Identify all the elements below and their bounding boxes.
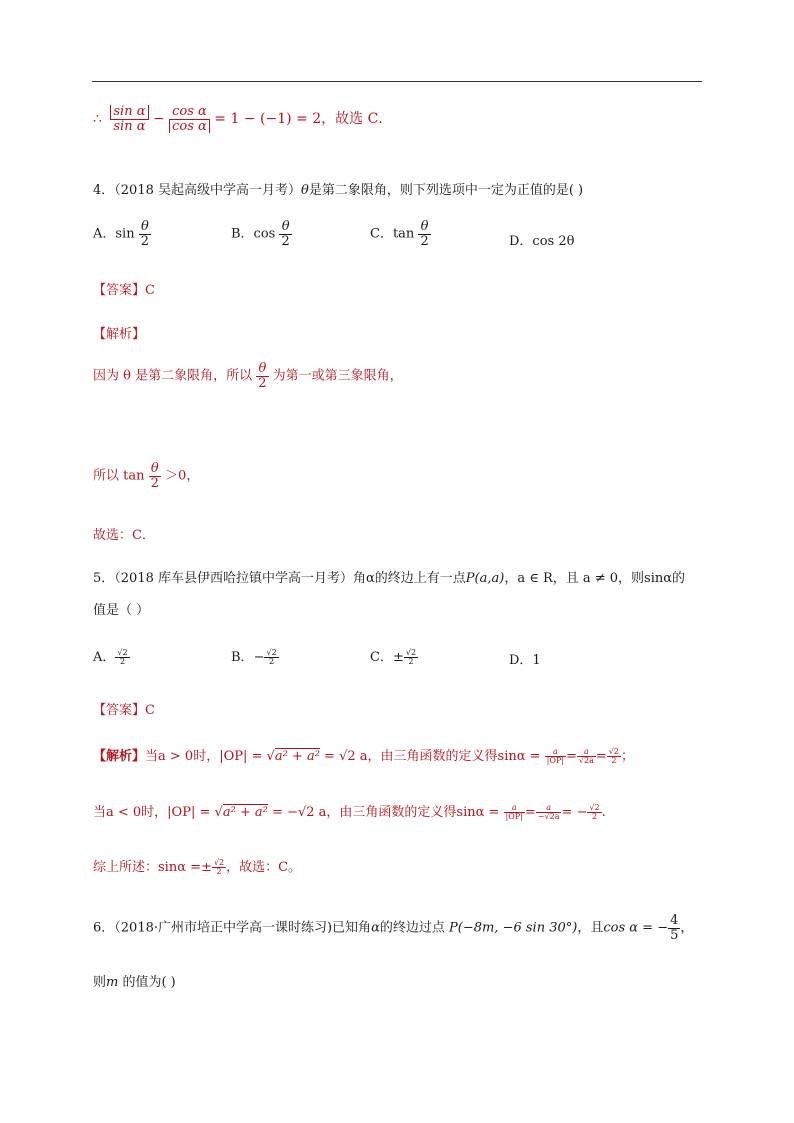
question-5-answer: 【答案】C — [93, 703, 155, 718]
question-5-option-a: A． $\frac{√2}{2}$ — [93, 647, 128, 666]
question-5-summary: 综上所述：sinα =± $\frac{√2}{2}$ ，故选：C。 — [93, 857, 302, 876]
question-4-option-d: D．cos 2θ — [509, 234, 575, 249]
question-6-stem-line-2: 则m 的值为( ) — [93, 975, 176, 990]
question-4-option-a: A．sin $\frac{\theta}{2}$ — [93, 219, 150, 249]
question-5-option-c: C．± $\frac{√2}{2}$ — [370, 647, 417, 666]
therefore-symbol: ∴ — [93, 111, 102, 128]
header-rule — [92, 81, 702, 82]
question-4-analysis-line-1: 因为 θ 是第二象限角，所以 $\frac{\theta}{2}$ 为第一或第三象限角， — [93, 361, 403, 391]
question-4-option-c: C．tan $\frac{\theta}{2}$ — [370, 219, 429, 249]
question-4-answer: 【答案】C — [93, 283, 155, 298]
question-4-analysis-title: 【解析】 — [93, 327, 146, 342]
fraction-sin: $\frac{\text{sin α}}{\text{sin α}}$ — [110, 105, 148, 133]
question-5-option-d: D．1 — [509, 653, 541, 668]
question-6-stem: 6．（2018·广州市培正中学高一课时练习)已知角α的终边过点 P(−8m, −6 sin 30°)，且cos α = − $\frac{4}{5}$ ， — [93, 913, 694, 943]
question-5-option-b: B．− $\frac{√2}{2}$ — [231, 647, 277, 666]
question-5-analysis-line-1: 【解析】当a > 0时，|OP| = √a² + a² = √2 a，由三角函数的定义得sinα = $\frac{a}{|OP|}$ = $\frac{a}{√2a}$ = $\frac{√2}{2}$ ； — [93, 746, 634, 765]
question-4-stem: 4．（2018 吴起高级中学高一月考）θ是第二象限角，则下列选项中一定为正值的是( ) — [93, 183, 584, 198]
fraction-cos: $\frac{\text{cos α}}{\text{cos α}}$ — [169, 105, 210, 133]
question-5-stem-line-2: 值是（ ） — [93, 603, 150, 618]
question-5-stem: 5．（2018 库车县伊西哈拉镇中学高一月考）角α的终边上有一点P(a,a)，a ∈ R，且 a ≠ 0，则sinα的 — [93, 571, 686, 586]
question-4-analysis-line-2: 所以 tan $\frac{\theta}{2}$ ＞0， — [93, 461, 200, 491]
question-4-option-b: B．cos $\frac{\theta}{2}$ — [231, 219, 290, 249]
question-5-analysis-line-2: 当a < 0时，|OP| = √a² + a² = −√2 a，由三角函数的定义得sinα = $\frac{a}{|OP|}$ = $\frac{a}{-√2a}$ = − $\frac{√2}{2}$ . — [93, 802, 606, 821]
solution-conclusion-line: ∴ $\frac{\text{sin α}}{\text{sin α}}$ − $\frac{\text{cos α}}{\text{cos α}}$ = 1 − (−1) = 2，故选 C． — [93, 104, 393, 134]
question-4-analysis-line-3: 故选：C． — [93, 528, 155, 543]
